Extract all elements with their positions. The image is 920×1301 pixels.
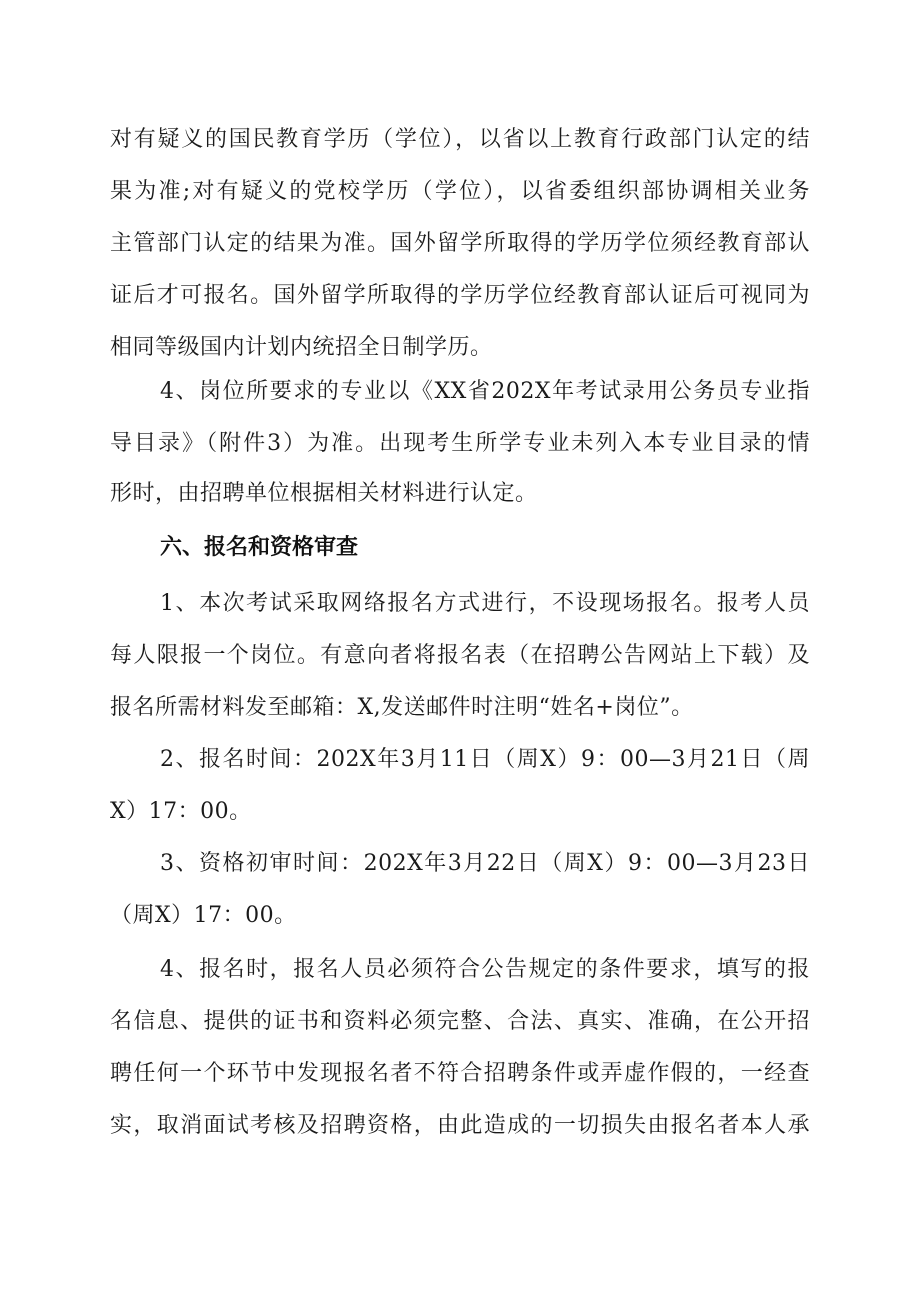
paragraph-line: 相同等级国内计划内统招全日制学历。	[110, 335, 493, 360]
paragraph-line: 2、报名时间：202X年3月11日（周X）9：00—3月21日（周	[160, 747, 810, 772]
paragraph-line: 主管部门认定的结果为准。国外留学所取得的学历学位须经教育部认	[110, 231, 810, 256]
section-heading: 六、报名和资格审查	[160, 535, 359, 560]
paragraph-line: 3、资格初审时间：202X年3月22日（周X）9：00—3月23日	[160, 851, 810, 876]
paragraph-line: 4、报名时，报名人员必须符合公告规定的条件要求，填写的报	[160, 957, 810, 982]
paragraph-line: 对有疑义的国民教育学历（学位），以省以上教育行政部门认定的结	[110, 127, 810, 152]
paragraph-line: X）17：00。	[110, 799, 252, 824]
paragraph-line: 报名所需材料发至邮箱：X,发送邮件时注明“姓名+岗位”。	[110, 695, 694, 720]
paragraph-line: 实，取消面试考核及招聘资格，由此造成的一切损失由报名者本人承	[110, 1113, 810, 1138]
paragraph-line: （周X）17：00。	[110, 903, 297, 928]
paragraph-line: 4、岗位所要求的专业以《XX省202X年考试录用公务员专业指	[160, 379, 810, 404]
paragraph-line: 每人限报一个岗位。有意向者将报名表（在招聘公告网站上下载）及	[110, 643, 810, 668]
paragraph-line: 名信息、提供的证书和资料必须完整、合法、真实、准确，在公开招	[110, 1009, 810, 1034]
paragraph-line: 1、本次考试采取网络报名方式进行，不设现场报名。报考人员	[160, 591, 810, 616]
paragraph-line: 聘任何一个环节中发现报名者不符合招聘条件或弄虚作假的，一经查	[110, 1061, 810, 1086]
paragraph-line: 证后才可报名。国外留学所取得的学历学位经教育部认证后可视同为	[110, 283, 810, 308]
paragraph-line: 果为准;对有疑义的党校学历（学位），以省委组织部协调相关业务	[110, 179, 810, 204]
paragraph-line: 导目录》（附件3）为准。出现考生所学专业未列入本专业目录的情	[110, 431, 810, 456]
paragraph-line: 形时，由招聘单位根据相关材料进行认定。	[110, 481, 538, 506]
